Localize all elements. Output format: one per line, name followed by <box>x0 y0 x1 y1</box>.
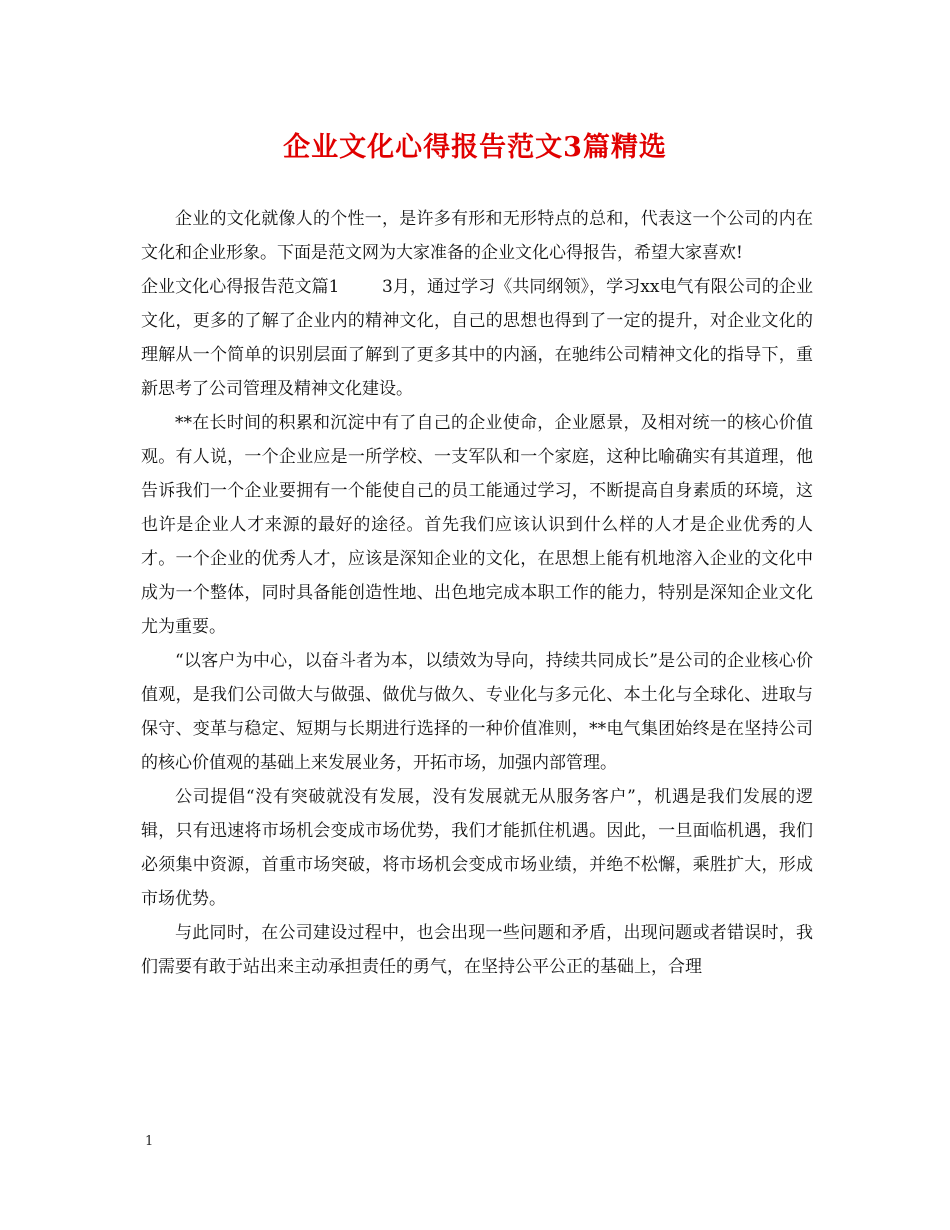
document-title: 企业文化心得报告范文3篇精选 <box>283 132 667 163</box>
body-paragraph-1: **在长时间的积累和沉淀中有了自己的企业使命，企业愿景，及相对统一的核心价值观。有人说，一个企业应是一所学校、一支军队和一个家庭，这种比喻确实有其道理，他告诉我们一个企业要拥有一个能使自己的员工能通过学习，不断提高自身素质的环境，这也许是企业人才来源的最好的途径。首先我们应该认识到什么样的人才是企业优秀的人才。一个企业的优秀人才，应该是深知企业的文化，在思想上能有机地溶入企业的文化中成为一个整体，同时具备能创造性地、出色地完成本职工作的能力，特别是深知企业文化尤为重要。 <box>141 413 813 637</box>
body-paragraph-2: “以客户为中心，以奋斗者为本，以绩效为导向，持续共同成长”是公司的企业核心价值观，是我们公司做大与做强、做优与做久、专业化与多元化、本土化与全球化、进取与保守、变革与稳定、短期与长期进行选择的一种价值准则，**电气集团始终是在坚持公司的核心价值观的基础上来发展业务，开拓市场，加强内部管理。 <box>141 651 813 773</box>
body-paragraph-3: 公司提倡“没有突破就没有发展，没有发展就无从服务客户”，机遇是我们发展的逻辑，只有迅速将市场机会变成市场优势，我们才能抓住机遇。因此，一旦面临机遇，我们必须集中资源，首重市场突破，将市场机会变成市场业绩，并绝不松懈，乘胜扩大，形成市场优势。 <box>141 787 813 909</box>
section-heading: 企业文化心得报告范文篇1 <box>141 277 340 297</box>
document-body <box>141 202 813 984</box>
section-first-text: 3月，通过学习《共同纲领》，学习xx电气有限公司的企业文化，更多的了解了企业内的精神文化，自己的思想也得到了一定的提升，对企业文化的理解从一个简单的识别层面了解到了更多其中的内涵，在驰纬公司精神文化的指导下，重新思考了公司管理及精神文化建设。 <box>141 277 813 399</box>
page-number: 1 <box>145 1134 154 1149</box>
section-first-paragraph <box>141 270 813 406</box>
intro-paragraph: 企业的文化就像人的个性一，是许多有形和无形特点的总和，代表这一个公司的内在文化和企业形象。下面是范文网为大家准备的企业文化心得报告，希望大家喜欢! <box>141 209 813 263</box>
body-paragraph-4: 与此同时，在公司建设过程中，也会出现一些问题和矛盾，出现问题或者错误时，我们需要有敢于站出来主动承担责任的勇气，在坚持公平公正的基础上，合理 <box>141 923 813 977</box>
